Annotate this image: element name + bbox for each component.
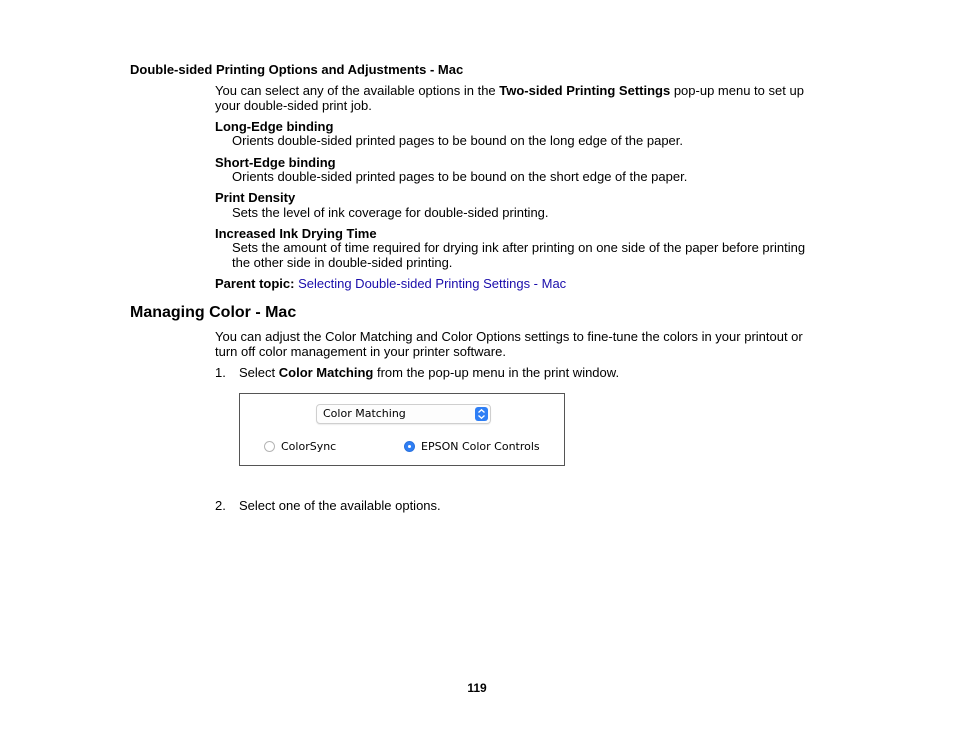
colorsync-radio[interactable] (264, 441, 275, 452)
section-heading-double-sided: Double-sided Printing Options and Adjustments - Mac (130, 62, 464, 77)
intro-text-end: pop-up menu to set up (670, 83, 804, 98)
popup-chevron-updown-icon (475, 407, 488, 421)
intro-bold-term: Two-sided Printing Settings (499, 83, 671, 98)
popup-selected-value: Color Matching (323, 407, 406, 420)
step-2-text: Select one of the available options. (239, 498, 441, 513)
option-term-short-edge: Short-Edge binding (215, 155, 336, 170)
intro-line-2: your double-sided print job. (215, 98, 372, 113)
epson-color-controls-radio-label: EPSON Color Controls (421, 440, 540, 453)
intro-text-start: You can select any of the available options in the (215, 83, 500, 98)
option-desc-drying-time-line2: the other side in double-sided printing. (232, 255, 453, 270)
step-1 (215, 365, 619, 380)
option-term-drying-time: Increased Ink Drying Time (215, 226, 377, 241)
option-desc-short-edge: Orients double-sided printed pages to be bound on the short edge of the paper. (232, 169, 688, 184)
color-intro-line-2: turn off color management in your printer software. (215, 344, 506, 359)
parent-topic (215, 276, 566, 291)
color-intro-line-1: You can adjust the Color Matching and Color Options settings to fine-tune the colors in your printout or (215, 329, 803, 344)
colorsync-radio-label: ColorSync (281, 440, 337, 453)
option-desc-drying-time-line1: Sets the amount of time required for drying ink after printing on one side of the paper before printing (232, 240, 806, 255)
option-term-print-density: Print Density (215, 190, 296, 205)
step-1-number: 1. (215, 365, 226, 380)
epson-color-controls-radio[interactable] (404, 441, 415, 452)
intro-paragraph (215, 83, 804, 113)
step-1-text-end: from the pop-up menu in the print window. (373, 365, 620, 380)
step-2-number: 2. (215, 498, 226, 513)
section-heading-managing-color: Managing Color - Mac (130, 304, 297, 321)
step-1-text-start: Select (239, 365, 279, 380)
option-term-long-edge: Long-Edge binding (215, 119, 334, 134)
page-number: 119 (467, 681, 487, 695)
parent-topic-label: Parent topic: (215, 276, 295, 291)
color-matching-popup[interactable] (316, 404, 491, 424)
option-desc-long-edge: Orients double-sided printed pages to be bound on the long edge of the paper. (232, 133, 684, 148)
color-intro-paragraph (215, 329, 803, 359)
step-1-bold-term: Color Matching (278, 365, 374, 380)
parent-topic-link[interactable]: Selecting Double-sided Printing Settings - Mac (298, 276, 567, 291)
option-desc-print-density: Sets the level of ink coverage for double-sided printing. (232, 205, 549, 220)
step-2 (215, 498, 441, 513)
color-matching-dialog (239, 393, 565, 466)
